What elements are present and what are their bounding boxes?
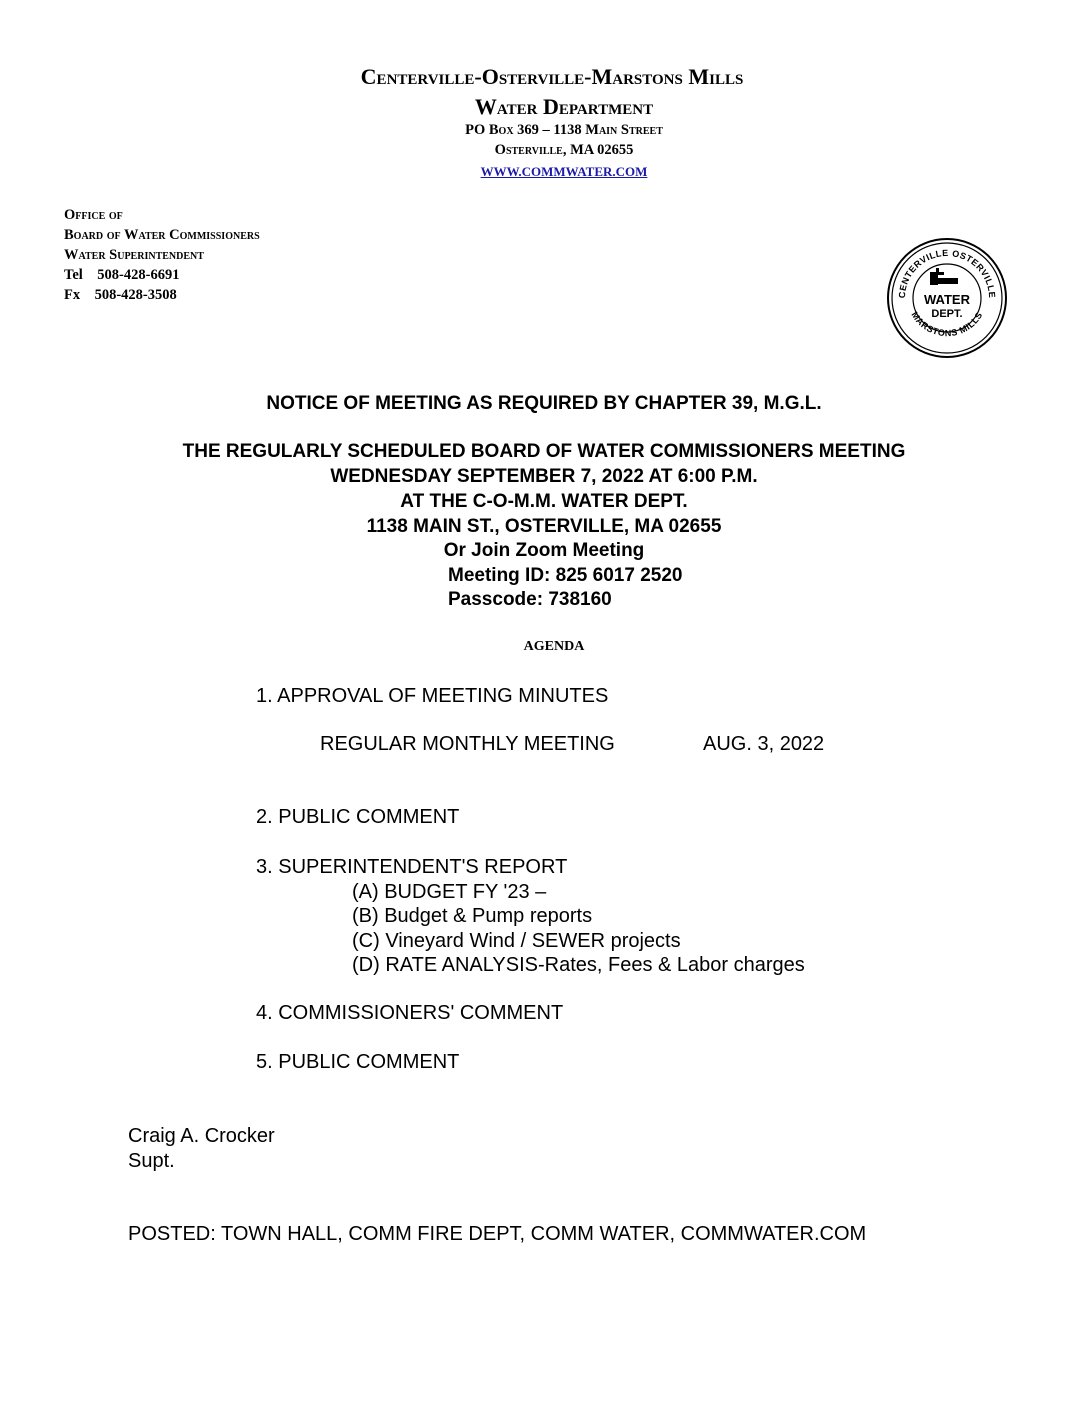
seal-top-text: CENTERVILLE OSTERVILLE: [896, 247, 998, 299]
city-state-zip: Osterville, MA 02655: [494, 142, 634, 158]
meeting-title: THE REGULARLY SCHEDULED BOARD OF WATER COMMISSIONERS MEETING: [182, 441, 906, 462]
office-fax: Fx 508-428-3508: [64, 287, 177, 303]
office-block: [64, 205, 260, 305]
meeting-date: WEDNESDAY SEPTEMBER 7, 2022 AT 6:00 P.M.: [330, 466, 758, 487]
office-telephone: Tel 508-428-6691: [64, 267, 180, 283]
agenda-item-1-sub-date: AUG. 3, 2022: [703, 733, 825, 755]
office-line-2: Board of Water Commissioners: [64, 227, 260, 243]
agenda-item-3-sub-c: (C) Vineyard Wind / SEWER projects: [352, 930, 681, 952]
zoom-passcode: Passcode: 738160: [448, 589, 612, 610]
notice-heading: NOTICE OF MEETING AS REQUIRED BY CHAPTER 39, M.G.L.: [266, 393, 822, 414]
posted-locations: POSTED: TOWN HALL, COMM FIRE DEPT, COMM WATER, COMMWATER.COM: [128, 1223, 867, 1245]
agenda-item-3-sub-b: (B) Budget & Pump reports: [352, 905, 593, 927]
agenda-title: AGENDA: [523, 639, 585, 654]
meeting-place: AT THE C-O-M.M. WATER DEPT.: [400, 491, 688, 512]
website-link[interactable]: WWW.COMMWATER.COM: [480, 164, 648, 179]
mailing-address: PO Box 369 – 1138 Main Street: [465, 122, 663, 138]
department-name: Centerville-Osterville-Marstons Mills: [360, 64, 744, 89]
agenda-item-2: 2. PUBLIC COMMENT: [256, 806, 460, 828]
office-line-3: Water Superintendent: [64, 247, 204, 263]
department-subtitle: Water Department: [474, 94, 654, 119]
agenda-item-3: 3. SUPERINTENDENT'S REPORT: [256, 856, 568, 878]
seal-bottom-text: MARSTONS MILLS: [909, 309, 985, 339]
agenda-item-5: 5. PUBLIC COMMENT: [256, 1051, 460, 1073]
water-dept-seal: [886, 237, 1008, 359]
signature-name: Craig A. Crocker: [128, 1125, 275, 1147]
meeting-address: 1138 MAIN ST., OSTERVILLE, MA 02655: [366, 516, 722, 537]
agenda-item-4: 4. COMMISSIONERS' COMMENT: [256, 1002, 564, 1024]
faucet-icon: [930, 268, 958, 285]
office-line-1: Office of: [64, 207, 123, 223]
zoom-meeting-id: Meeting ID: 825 6017 2520: [448, 565, 683, 586]
zoom-join-line: Or Join Zoom Meeting: [443, 540, 645, 561]
agenda-item-1: 1. APPROVAL OF MEETING MINUTES: [256, 685, 609, 707]
seal-line-2: DEPT.: [931, 308, 963, 320]
agenda-item-1-sub-label: REGULAR MONTHLY MEETING: [320, 733, 615, 755]
seal-line-1: WATER: [924, 292, 970, 307]
agenda-item-3-sub-d: (D) RATE ANALYSIS-Rates, Fees & Labor charges: [352, 954, 805, 976]
website-wrapper: [0, 164, 1088, 180]
agenda-item-3-sub-a: (A) BUDGET FY '23 –: [352, 881, 547, 903]
signature-title: Supt.: [128, 1150, 175, 1172]
